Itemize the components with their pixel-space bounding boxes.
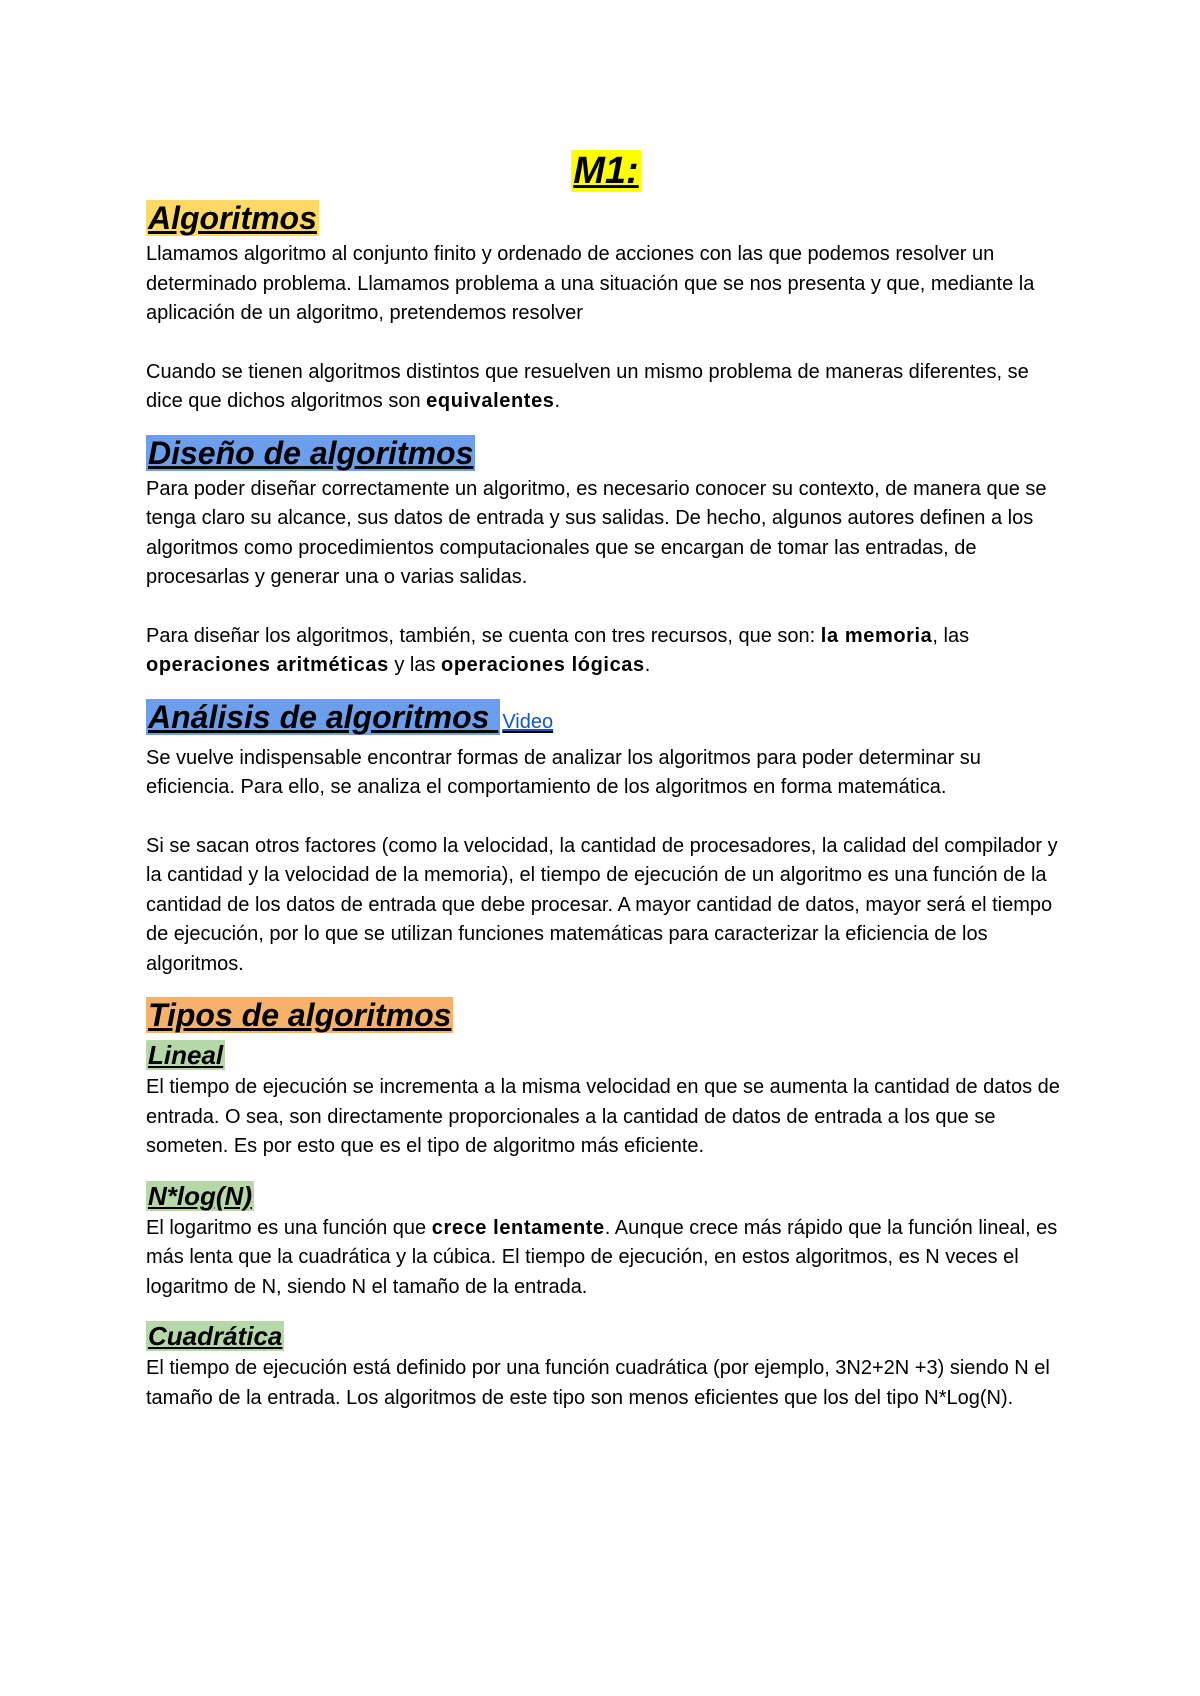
text-run: , las [932,624,970,647]
page-title [146,146,1066,196]
subheading-nlogn-text: N*log(N) [148,1180,252,1211]
paragraph-algoritmos-equivalentes [146,358,1066,417]
subheading-cuadratica-text: Cuadrática [148,1321,283,1351]
paragraph-diseno-recursos [146,622,1066,681]
text-run: Cuando se tienen algoritmos distintos que resuelven un mismo problema de maneras diferentes, se dice que dichos algoritmos son [146,360,1029,412]
text-run: y las [388,654,442,676]
text-run: Para diseñar los algoritmos, también, se cuenta con tres recursos, que son: [146,624,821,647]
paragraph-algoritmos-definicion: Llamamos algoritmo al conjunto finito y ordenado de acciones con las que podemos resolver un determinado problema. Llamamos problema a una situación que se nos presenta y que, mediante la aplicación de un algoritmo, pretendemos resolver [146,243,1035,324]
heading-analisis-text: Análisis de algoritmos [148,698,499,735]
document-content [146,146,1066,1413]
heading-tipos [146,993,1066,1037]
paragraph-nlogn [146,1214,1066,1303]
heading-tipos-text: Tipos de algoritmos [148,997,452,1033]
subheading-nlogn [146,1178,1066,1214]
heading-analisis [146,695,1066,744]
title-highlight: M1: [573,150,639,192]
text-run: . Aunque crece más rápido que la función lineal, es más lenta que la cuadrática y la cúbica. El tiempo de ejecución, en estos algoritmos, es N veces el logaritmo de N, siendo N el tamaño de la entrada. [146,1216,1058,1298]
paragraph-lineal: El tiempo de ejecución se incrementa a la misma velocidad en que se aumenta la cantidad de datos de entrada. O sea, son directamente proporcionales a la cantidad de datos de entrada a los que se someten. Es por esto que es el tipo de algoritmo más eficiente. [146,1076,1060,1157]
subheading-lineal [146,1037,1066,1073]
bold-equivalentes: equivalentes [426,390,555,412]
text-run: . [644,654,651,676]
paragraph-diseno-contexto: Para poder diseñar correctamente un algoritmo, es necesario conocer su contexto, de manera que se tenga claro su alcance, sus datos de entrada y sus salidas. De hecho, algunos autores definen a los algoritmos como procedimientos computacionales que se encargan de tomar las entradas, de procesarlas y generar una o varias salidas. [146,477,1047,588]
bold-la-memoria: la memoria [820,624,933,647]
text-run: . [554,390,561,412]
bold-operaciones-aritmeticas: operaciones aritméticas [146,654,389,676]
heading-diseno-text: Diseño de algoritmos [148,434,474,471]
heading-algoritmos [146,196,1066,240]
subheading-cuadratica [146,1318,1066,1354]
paragraph-analisis-factores: Si se sacan otros factores (como la velocidad, la cantidad de procesadores, la calidad del compilador y la cantidad y la velocidad de la memoria), el tiempo de ejecución de un algoritmo es una función de la cantidad de los datos de entrada que debe procesar. A mayor cantidad de datos, mayor será el tiempo de ejecución, por lo que se utilizan funciones matemáticas para caracterizar la eficiencia de los algoritmos. [146,834,1058,975]
heading-algoritmos-text: Algoritmos [148,200,317,236]
bold-operaciones-logicas: operaciones lógicas [441,654,645,676]
subheading-lineal-text: Lineal [148,1040,224,1070]
video-link[interactable]: Video [502,710,554,733]
paragraph-cuadratica: El tiempo de ejecución está definido por una función cuadrática (por ejemplo, 3N2+2N +3) siendo N el tamaño de la entrada. Los algoritmos de este tipo son menos eficientes que los del tipo N*Log(N). [146,1357,1050,1409]
heading-diseno [146,431,1066,475]
bold-crece-lentamente: crece lentamente [431,1216,605,1239]
text-run: El logaritmo es una función que [146,1216,432,1239]
paragraph-analisis-eficiencia: Se vuelve indispensable encontrar formas de analizar los algoritmos para poder determinar su eficiencia. Para ello, se analiza el comportamiento de los algoritmos en forma matemática. [146,746,981,798]
